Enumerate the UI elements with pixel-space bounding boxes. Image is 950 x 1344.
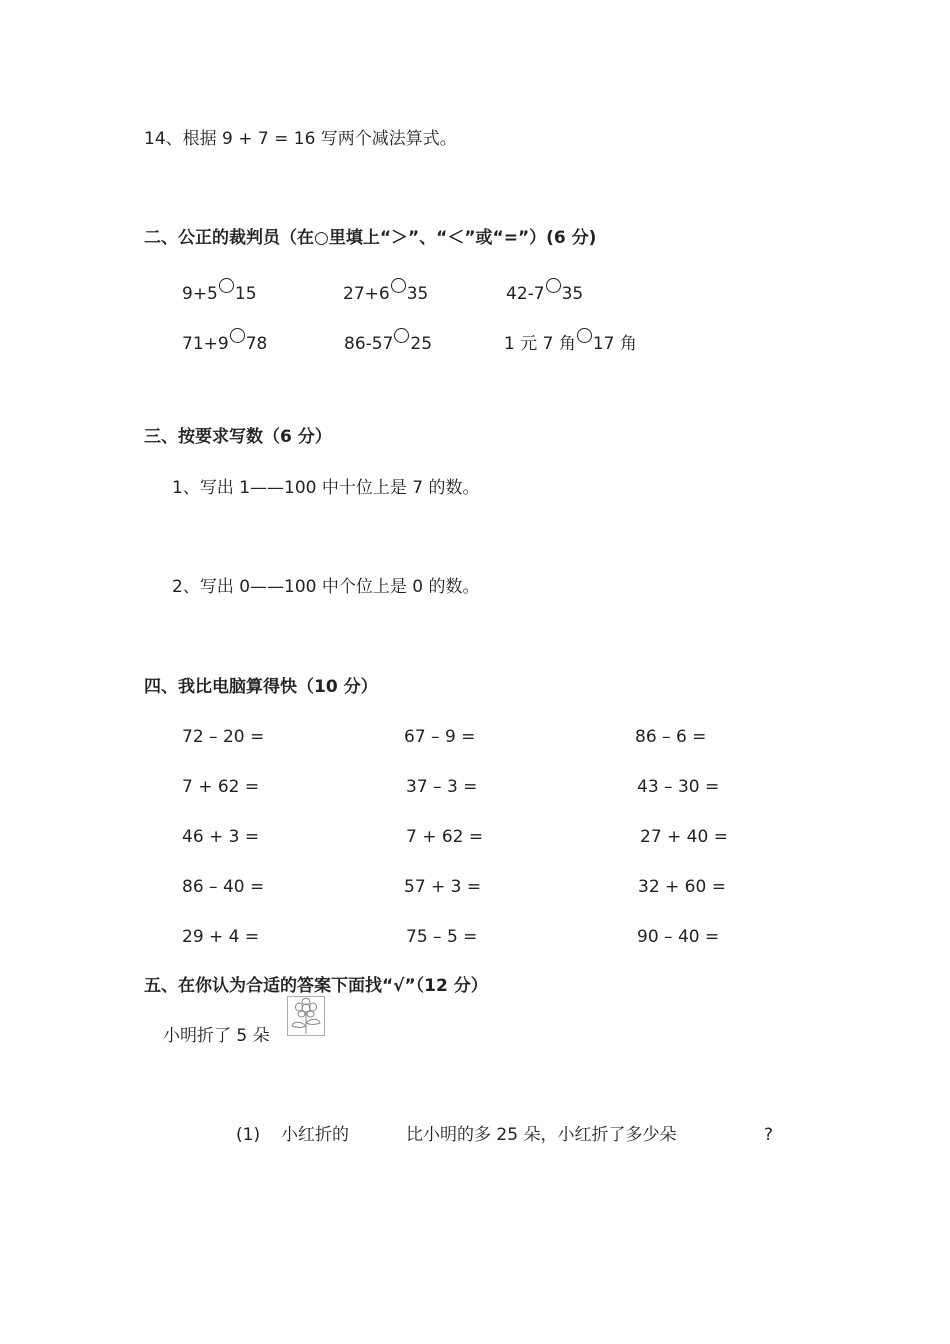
compare-item: 42-7 35 bbox=[506, 278, 583, 305]
calc-item: 67 – 9 = bbox=[404, 727, 476, 747]
section-5-title: 五、在你认为合适的答案下面找“√”（12 分） bbox=[144, 976, 488, 996]
answer-circle-icon[interactable] bbox=[230, 328, 245, 343]
section-5-q1-number: (1) bbox=[236, 1125, 261, 1145]
answer-circle-icon[interactable] bbox=[391, 278, 406, 293]
answer-circle-icon[interactable] bbox=[546, 278, 561, 293]
calc-item: 7 + 62 = bbox=[182, 777, 260, 797]
calc-item: 46 + 3 = bbox=[182, 827, 260, 847]
calc-item: 29 + 4 = bbox=[182, 927, 260, 947]
section-2-title: 二、公正的裁判员（在○里填上“＞”、“＜”或“=”）(6 分) bbox=[144, 228, 597, 248]
calc-item: 27 + 40 = bbox=[640, 827, 728, 847]
section-5-q1-question-mark: ? bbox=[764, 1125, 774, 1145]
calc-item: 75 – 5 = bbox=[406, 927, 478, 947]
flower-icon bbox=[287, 996, 325, 1036]
compare-item: 1 元 7 角 17 角 bbox=[504, 328, 637, 355]
calc-item: 72 – 20 = bbox=[182, 727, 265, 747]
compare-item: 71+9 78 bbox=[182, 328, 267, 355]
section-3-title: 三、按要求写数（6 分） bbox=[144, 427, 332, 447]
answer-circle-icon[interactable] bbox=[577, 328, 592, 343]
calc-item: 86 – 40 = bbox=[182, 877, 265, 897]
section-5-q1-part-a: 小红折的 bbox=[281, 1125, 349, 1145]
section-3-question-1: 1、写出 1——100 中十位上是 7 的数。 bbox=[172, 478, 480, 498]
calc-item: 7 + 62 = bbox=[406, 827, 484, 847]
calc-item: 90 – 40 = bbox=[637, 927, 720, 947]
calc-item: 37 – 3 = bbox=[406, 777, 478, 797]
calc-item: 43 – 30 = bbox=[637, 777, 720, 797]
section-5-intro: 小明折了 5 朵 bbox=[163, 1026, 270, 1046]
calc-item: 86 – 6 = bbox=[635, 727, 707, 747]
calc-item: 57 + 3 = bbox=[404, 877, 482, 897]
calc-item: 32 + 60 = bbox=[638, 877, 726, 897]
compare-item: 86-57 25 bbox=[344, 328, 432, 355]
section-5-q1-part-b: 比小明的多 25 朵，小红折了多少朵 bbox=[406, 1125, 677, 1145]
answer-circle-icon[interactable] bbox=[219, 278, 234, 293]
section-3-question-2: 2、写出 0——100 中个位上是 0 的数。 bbox=[172, 577, 480, 597]
compare-item: 27+6 35 bbox=[343, 278, 428, 305]
compare-item: 9+5 15 bbox=[182, 278, 257, 305]
section-4-title: 四、我比电脑算得快（10 分） bbox=[144, 677, 378, 697]
question-14: 14、根据 9 + 7 = 16 写两个减法算式。 bbox=[144, 129, 457, 149]
answer-circle-icon[interactable] bbox=[394, 328, 409, 343]
